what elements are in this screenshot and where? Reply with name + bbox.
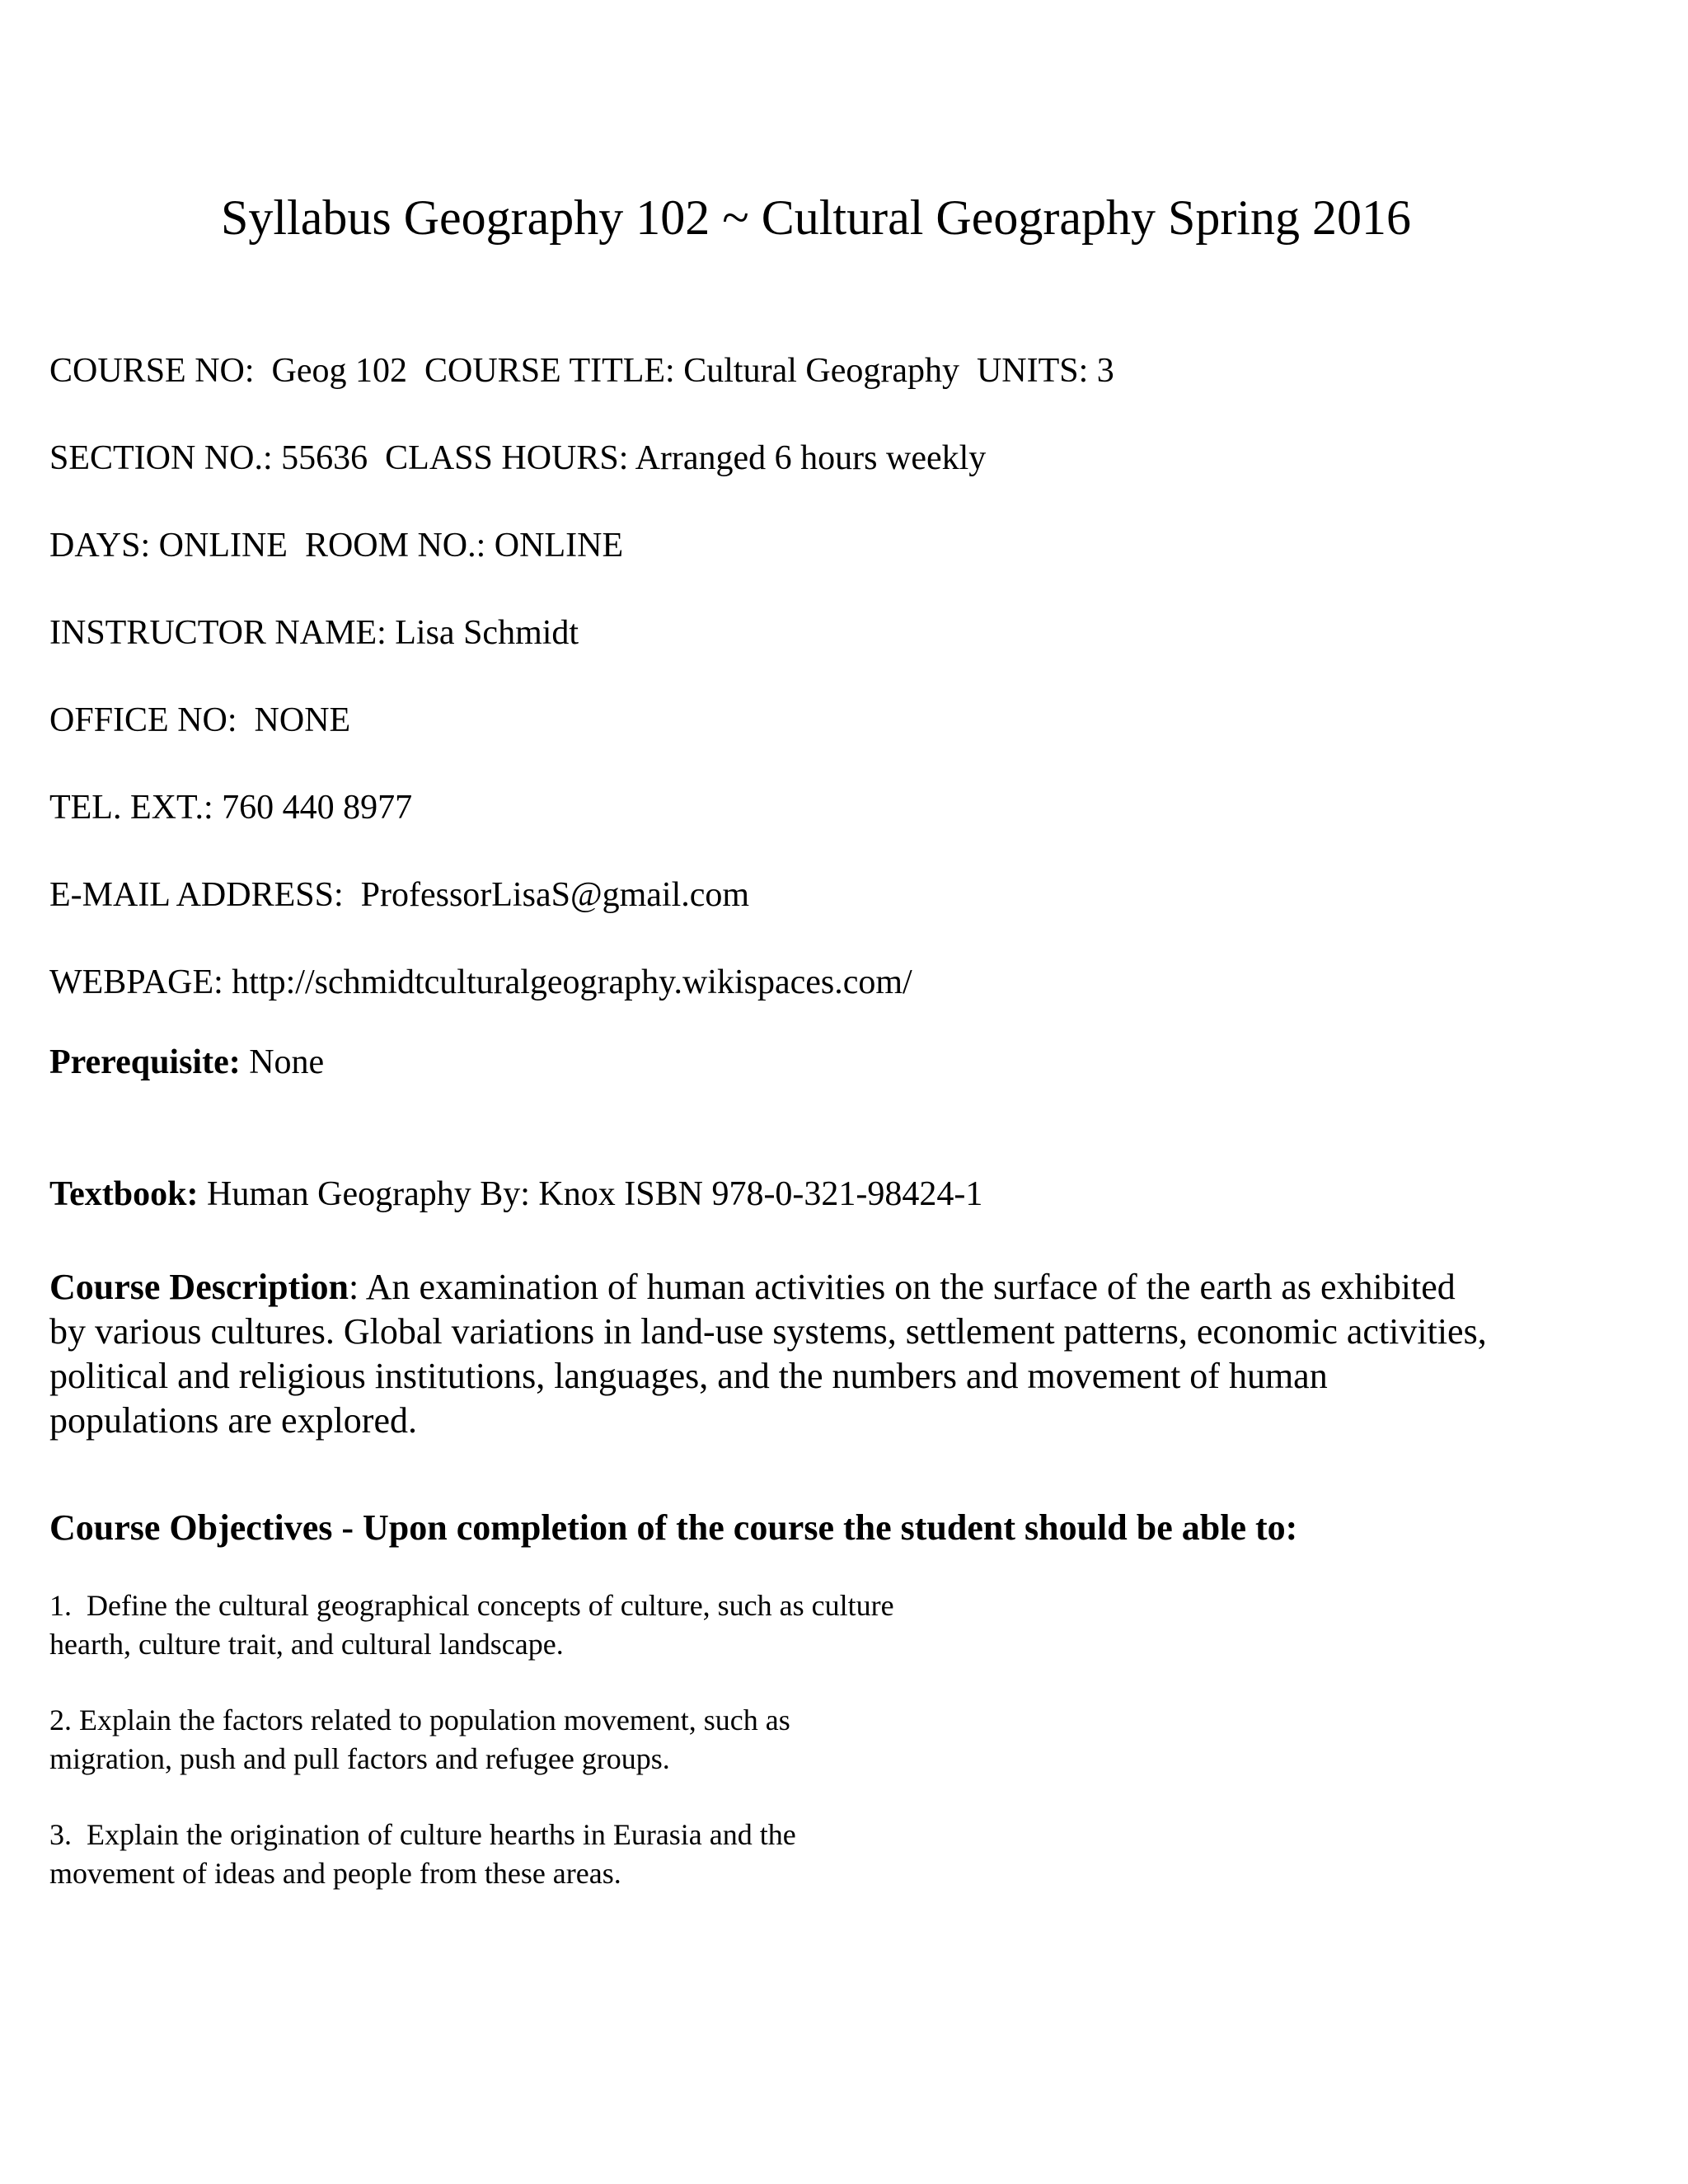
objective-line: hearth, culture trait, and cultural landscape. [49, 1628, 564, 1661]
office-info-line: OFFICE NO: NONE [49, 701, 351, 739]
description-line [49, 1265, 1599, 1310]
description-line: populations are explored. [49, 1400, 417, 1441]
objective-item-2 [49, 1701, 790, 1779]
objective-line: 3. Explain the origination of culture hearths in Eurasia and the [49, 1818, 796, 1851]
prerequisite-value: None [240, 1043, 325, 1081]
description-label: Course Description [49, 1267, 349, 1307]
objective-item-1 [49, 1586, 894, 1664]
description-line: political and religious institutions, languages, and the numbers and movement of human [49, 1356, 1328, 1396]
textbook-line [49, 1174, 982, 1215]
instructor-info-line: INSTRUCTOR NAME: Lisa Schmidt [49, 614, 579, 652]
webpage-info-line: WEBPAGE: http://schmidtculturalgeography.wikispaces.com/ [49, 963, 912, 1001]
objectives-heading: Course Objectives - Upon completion of the course the student should be able to: [49, 1507, 1298, 1548]
objective-line: migration, push and pull factors and refugee groups. [49, 1742, 670, 1775]
section-info-line: SECTION NO.: 55636 CLASS HOURS: Arranged 6 hours weekly [49, 439, 987, 477]
telephone-info-line: TEL. EXT.: 760 440 8977 [49, 789, 413, 827]
course-info-line: COURSE NO: Geog 102 COURSE TITLE: Cultural Geography UNITS: 3 [49, 352, 1114, 390]
objective-item-3 [49, 1816, 796, 1893]
objective-line: movement of ideas and people from these areas. [49, 1857, 621, 1890]
days-info-line: DAYS: ONLINE ROOM NO.: ONLINE [49, 527, 624, 565]
description-text: : An examination of human activities on the surface of the earth as exhibited [348, 1267, 1456, 1307]
page-title: Syllabus Geography 102 ~ Cultural Geography Spring 2016 [221, 190, 1411, 245]
course-description [49, 1265, 1599, 1443]
email-info-line: E-MAIL ADDRESS: ProfessorLisaS@gmail.com [49, 876, 750, 914]
prerequisite-line [49, 1042, 324, 1083]
prerequisite-label: Prerequisite: [49, 1043, 241, 1081]
objective-line: 2. Explain the factors related to population movement, such as [49, 1704, 790, 1736]
objective-line: 1. Define the cultural geographical concepts of culture, such as culture [49, 1589, 894, 1622]
description-line: by various cultures. Global variations in land-use systems, settlement patterns, economic activities, [49, 1311, 1487, 1352]
textbook-value: Human Geography By: Knox ISBN 978-0-321-98424-1 [198, 1175, 983, 1213]
textbook-label: Textbook: [49, 1175, 199, 1213]
